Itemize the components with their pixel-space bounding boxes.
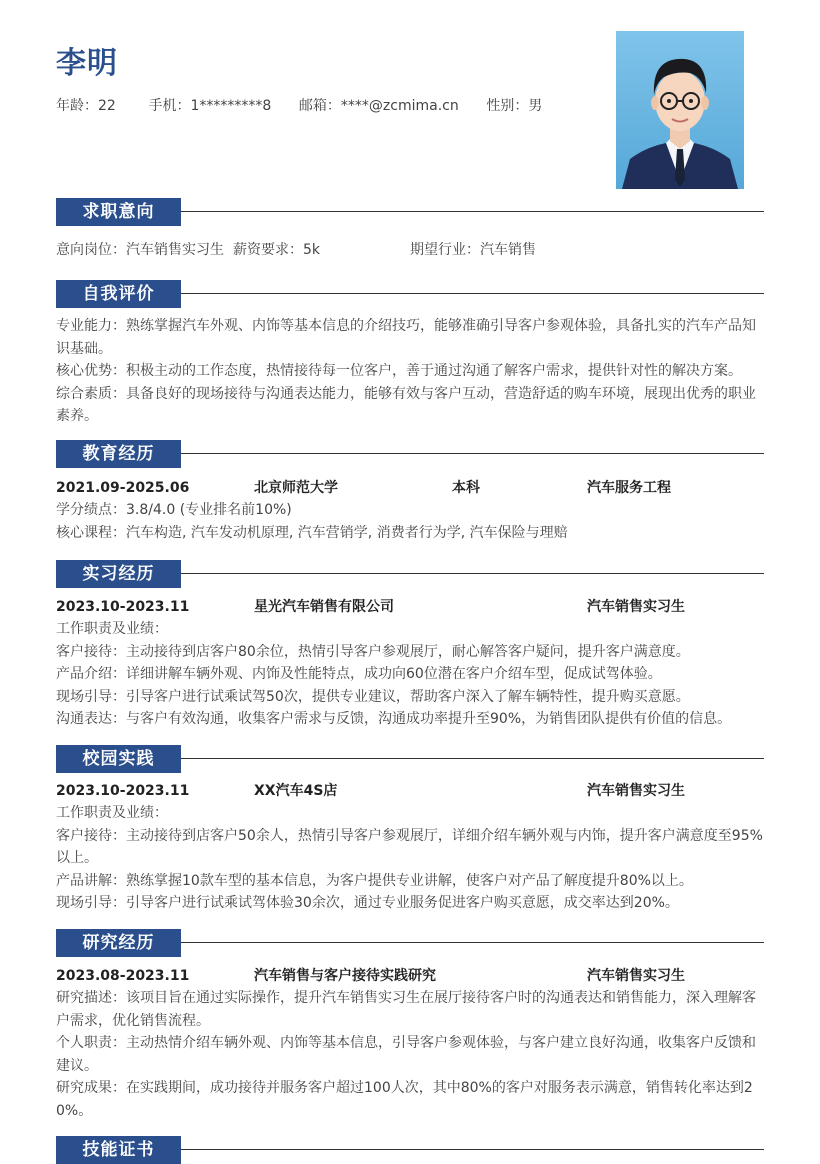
- campus-date: 2023.10-2023.11: [56, 783, 190, 799]
- education-school: 北京师范大学: [254, 480, 338, 496]
- research-role: 汽车销售实习生: [587, 968, 685, 984]
- text-line: 0%。: [56, 1102, 93, 1119]
- internship-date: 2023.10-2023.11: [56, 599, 190, 615]
- text-line: 专业能力：熟练掌握汽车外观、内饰等基本信息的介绍技巧，能够准确引导客户参观体验，具备扎实的汽车产品知: [56, 318, 756, 334]
- text-line: 研究描述：该项目旨在通过实际操作，提升汽车销售实习生在展厅接待客户时的沟通表达和销售能力，深入理解客: [56, 990, 756, 1006]
- section-campus-practice: [56, 745, 764, 915]
- text-line: 工作职责及业绩：: [56, 805, 168, 821]
- education-degree: 本科: [452, 480, 480, 496]
- section-divider: [181, 1149, 764, 1150]
- text-line: 产品介绍：详细讲解车辆外观、内饰及性能特点，成功向60位潜在客户介绍车型，促成试驾体验。: [56, 666, 662, 682]
- section-title: 教育经历: [56, 440, 181, 468]
- text-line: 素养。: [56, 408, 98, 424]
- section-divider: [181, 211, 764, 212]
- section-job-intent: [56, 198, 764, 261]
- intent-row: [56, 239, 764, 261]
- education-header-row: [56, 477, 764, 499]
- text-line: 户需求，优化销售流程。: [56, 1012, 210, 1029]
- section-divider: [181, 573, 764, 574]
- text-line: 客户接待：主动接待到店客户50余人，热情引导客户参观展厅，详细介绍车辆外观与内饰，提升客户满意度至95%: [56, 827, 763, 844]
- section-title: 求职意向: [56, 198, 181, 226]
- section-divider: [181, 293, 764, 294]
- research-project: 汽车销售与客户接待实践研究: [254, 968, 436, 984]
- section-research: [56, 929, 764, 1122]
- section-education: [56, 440, 764, 544]
- candidate-name: 李明: [56, 46, 118, 81]
- section-header: [56, 560, 764, 588]
- education-date: 2021.09-2025.06: [56, 480, 190, 496]
- section-divider: [181, 453, 764, 454]
- text-line: 综合素质：具备良好的现场接待与沟通表达能力，能够有效与客户互动，营造舒适的购车环境，展现出优秀的职业: [56, 385, 756, 402]
- internship-header-row: [56, 596, 764, 618]
- text-line: 产品讲解：熟练掌握10款车型的基本信息，为客户提供专业讲解，使客户对产品了解度提升80%以上。: [56, 872, 693, 889]
- section-header: [56, 198, 764, 226]
- phone-text: 手机：1*********8: [148, 98, 272, 114]
- text-line: 核心优势：积极主动的工作态度，热情接待每一位客户，善于通过沟通了解客户需求，提供针对性的解决方案。: [56, 363, 742, 379]
- text-line: 学分绩点：3.8/4.0 (专业排名前10%): [56, 502, 292, 518]
- education-major: 汽车服务工程: [587, 480, 671, 496]
- text-line: 以上。: [56, 850, 98, 866]
- research-date: 2023.08-2023.11: [56, 968, 190, 984]
- age-text: 年龄：22: [56, 98, 116, 114]
- text-line: 研究成果：在实践期间，成功接待并服务客户超过100人次，其中80%的客户对服务表示满意，销售转化率达到2: [56, 1080, 753, 1096]
- text-line: 核心课程：汽车构造, 汽车发动机原理, 汽车营销学, 消费者行为学, 汽车保险与理赔: [56, 524, 568, 541]
- text-line: 现场引导：引导客户进行试乘试驾50次，提供专业建议，帮助客户深入了解车辆特性，提升购买意愿。: [56, 688, 690, 705]
- intent-position: 意向岗位：汽车销售实习生: [56, 242, 224, 258]
- section-header: [56, 745, 764, 773]
- text-line: 沟通表达：与客户有效沟通，收集客户需求与反馈，沟通成功率提升至90%，为销售团队提供有价值的信息。: [56, 711, 732, 727]
- section-divider: [181, 758, 764, 759]
- email-text: 邮箱：****@zcmima.cn: [298, 98, 459, 114]
- section-title: 研究经历: [56, 929, 181, 957]
- self-eval-body: [56, 315, 764, 428]
- person-portrait-icon: [616, 31, 744, 189]
- section-header: [56, 929, 764, 957]
- basic-info: [56, 95, 542, 115]
- intent-industry: 期望行业：汽车销售: [410, 242, 536, 258]
- intent-salary: 薪资要求：5k: [233, 242, 321, 258]
- text-line: 个人职责：主动热情介绍车辆外观、内饰等基本信息，引导客户参观体验，与客户建立良好沟通，收集客户反馈和: [56, 1035, 756, 1051]
- section-header: [56, 280, 764, 308]
- text-line: 工作职责及业绩：: [56, 621, 168, 637]
- section-title: 实习经历: [56, 560, 181, 588]
- research-header-row: [56, 965, 764, 987]
- text-line: 建议。: [56, 1057, 98, 1074]
- text-line: 客户接待：主动接待到店客户80余位，热情引导客户参观展厅，耐心解答客户疑问，提升客户满意度。: [56, 643, 690, 660]
- section-divider: [181, 942, 764, 943]
- campus-header-row: [56, 780, 764, 802]
- gender-text: 性别：男: [486, 98, 543, 114]
- section-self-evaluation: [56, 280, 764, 428]
- section-title: 校园实践: [56, 745, 181, 773]
- internship-company: 星光汽车销售有限公司: [254, 599, 394, 615]
- section-header: [56, 440, 764, 468]
- internship-role: 汽车销售实习生: [587, 599, 685, 615]
- campus-role: 汽车销售实习生: [587, 783, 685, 799]
- campus-org: XX汽车4S店: [254, 783, 338, 799]
- section-title: 自我评价: [56, 280, 181, 308]
- section-internship: [56, 560, 764, 731]
- text-line: 现场引导：引导客户进行试乘试驾体验30余次，通过专业服务促进客户购买意愿，成交率达到20%。: [56, 895, 679, 911]
- section-title: 技能证书: [56, 1136, 181, 1164]
- text-line: 识基础。: [56, 340, 112, 357]
- profile-photo: [616, 31, 744, 189]
